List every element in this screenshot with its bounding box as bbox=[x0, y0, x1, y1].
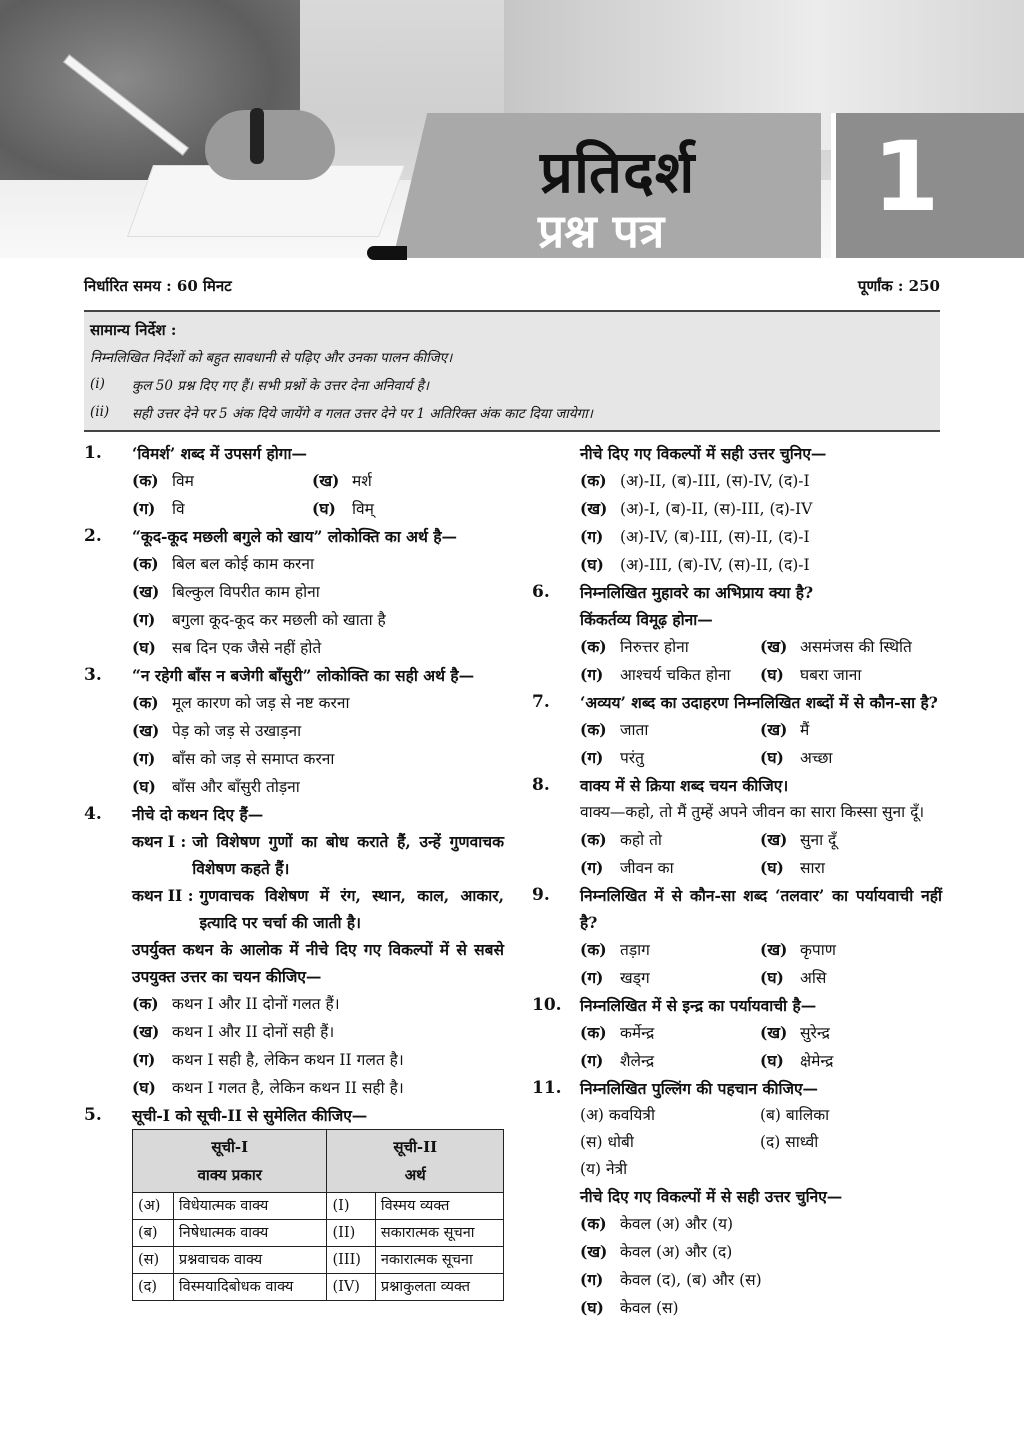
option-label: (ख) bbox=[760, 830, 788, 849]
option-row bbox=[580, 744, 942, 772]
table-cell: प्रश्नवाचक वाक्य bbox=[173, 1247, 327, 1274]
option-label: (ख) bbox=[580, 1242, 608, 1261]
option-label: (ग) bbox=[132, 749, 156, 768]
option[interactable] bbox=[760, 661, 861, 689]
option-text: (अ)-I, (ब)-II, (स)-III, (द)-IV bbox=[620, 500, 813, 518]
option-label: (क) bbox=[580, 720, 607, 739]
total-marks: पूर्णांक : 250 bbox=[857, 277, 940, 295]
list-item: (स) धोबी bbox=[580, 1133, 634, 1151]
question-subtext: किंकर्तव्य विमूढ़ होना— bbox=[580, 610, 713, 629]
list-item: (य) नेत्री bbox=[580, 1160, 628, 1178]
table-cell: नकारात्मक सूचना bbox=[375, 1247, 503, 1274]
option-label: (ग) bbox=[580, 748, 604, 767]
instructions-box bbox=[84, 310, 940, 432]
item-row bbox=[580, 1102, 942, 1129]
paper-title: प्रतिदर्श bbox=[540, 138, 696, 206]
question-text: ‘अव्यय’ शब्द का उदाहरण निम्नलिखित शब्दों में से कौन-सा है? bbox=[580, 693, 938, 712]
option-text: केवल (द), (ब) और (स) bbox=[620, 1271, 762, 1289]
instruction-text: सही उत्तर देने पर 5 अंक दिये जायेंगे व गलत उत्तर देने पर 1 अतिरिक्त अंक काट दिया जायेगा। bbox=[132, 406, 593, 422]
option-label: (क) bbox=[132, 693, 159, 712]
option-text: पेड़ को जड़ से उखाड़ना bbox=[172, 722, 302, 740]
statement-1 bbox=[132, 828, 504, 882]
table-row bbox=[133, 1247, 504, 1274]
table-row bbox=[133, 1274, 504, 1301]
option-text: सुना दूँ bbox=[800, 831, 837, 849]
option-label: (ख) bbox=[132, 721, 160, 740]
instructions-heading: सामान्य निर्देश : bbox=[90, 321, 177, 339]
option[interactable] bbox=[760, 1019, 830, 1047]
option-label: (ख) bbox=[760, 1023, 788, 1042]
option-label: (घ) bbox=[760, 858, 784, 877]
match-table bbox=[132, 1129, 504, 1301]
option-text: विम् bbox=[352, 500, 374, 518]
header-list-2-sub: अर्थ bbox=[404, 1166, 426, 1184]
option-text: जीवन का bbox=[620, 859, 674, 877]
table-cell: (I) bbox=[327, 1193, 375, 1220]
option-label: (ग) bbox=[580, 1270, 604, 1289]
option-label: (घ) bbox=[760, 748, 784, 767]
option[interactable] bbox=[760, 826, 836, 854]
statement-text: गुणवाचक विशेषण में रंग, स्थान, काल, आकार, इत्यादि पर चर्चा की जाती है। bbox=[199, 886, 504, 932]
option-text: केवल (अ) और (य) bbox=[620, 1215, 734, 1233]
option-label: (घ) bbox=[132, 1078, 156, 1097]
option[interactable] bbox=[580, 1210, 942, 1238]
photo-wristband bbox=[250, 108, 264, 164]
option-text: केवल (अ) और (द) bbox=[620, 1243, 733, 1261]
statement-label: कथन II : bbox=[132, 886, 194, 905]
item-row bbox=[580, 1156, 942, 1183]
option[interactable] bbox=[580, 633, 760, 661]
option-label: (ग) bbox=[580, 858, 604, 877]
option-label: (ख) bbox=[580, 499, 608, 518]
option-text: असि bbox=[800, 969, 827, 987]
option-text: तड़ाग bbox=[620, 941, 650, 959]
option-label: (ख) bbox=[760, 637, 788, 656]
option[interactable] bbox=[132, 773, 504, 801]
option-label: (ग) bbox=[132, 499, 156, 518]
option-text: कथन I सही है, लेकिन कथन II गलत है। bbox=[172, 1051, 404, 1069]
option[interactable] bbox=[132, 606, 504, 634]
list-item: (ब) बालिका bbox=[760, 1106, 830, 1124]
option-row bbox=[580, 633, 942, 661]
option-label: (ग) bbox=[580, 1051, 604, 1070]
option-label: (घ) bbox=[132, 777, 156, 796]
option[interactable] bbox=[580, 523, 942, 551]
question-7 bbox=[532, 689, 942, 772]
table-cell: प्रश्नाकुलता व्यक्त bbox=[375, 1274, 503, 1301]
question-3 bbox=[84, 662, 504, 801]
option-text: कथन I और II दोनों सही हैं। bbox=[172, 1023, 335, 1041]
question-5 bbox=[84, 1102, 504, 1301]
option-row bbox=[580, 854, 942, 882]
question-text: नीचे दो कथन दिए हैं— bbox=[132, 805, 264, 824]
question-4 bbox=[84, 801, 504, 1102]
table-header bbox=[327, 1130, 504, 1193]
option-text: क्षेमेन्द्र bbox=[800, 1052, 834, 1070]
option-label: (क) bbox=[580, 471, 607, 490]
right-column bbox=[532, 440, 942, 1322]
option-text: घबरा जाना bbox=[800, 666, 862, 684]
option-label: (क) bbox=[132, 471, 159, 490]
option-text: मैं bbox=[800, 721, 810, 739]
question-11 bbox=[532, 1075, 942, 1322]
option-label: (घ) bbox=[132, 638, 156, 657]
option-row bbox=[580, 1047, 942, 1075]
option-text: अच्छा bbox=[800, 749, 833, 767]
statement-2 bbox=[132, 882, 504, 936]
statement-text: जो विशेषण गुणों का बोध कराते हैं, उन्हें गुणवाचक विशेषण कहते हैं। bbox=[192, 832, 504, 878]
table-cell: (द) bbox=[133, 1274, 174, 1301]
option-label: (ख) bbox=[132, 1022, 160, 1041]
option[interactable] bbox=[132, 550, 504, 578]
option[interactable] bbox=[580, 551, 942, 579]
option[interactable] bbox=[580, 716, 760, 744]
option-label: (क) bbox=[580, 1023, 607, 1042]
option[interactable] bbox=[580, 936, 760, 964]
question-5-continued bbox=[532, 440, 942, 579]
question-8 bbox=[532, 772, 942, 882]
table-cell: (अ) bbox=[133, 1193, 174, 1220]
header-list-1-sub: वाक्य प्रकार bbox=[197, 1166, 262, 1184]
question-number: 6. bbox=[532, 582, 550, 602]
option-text: केवल (स) bbox=[620, 1299, 679, 1317]
question-number: 2. bbox=[84, 526, 102, 546]
option-text: मर्श bbox=[352, 472, 372, 490]
question-text: “न रहेगी बाँस न बजेगी बाँसुरी” लोकोक्ति का सही अर्थ है— bbox=[132, 666, 475, 685]
instruction-number: (ii) bbox=[90, 404, 110, 420]
option[interactable] bbox=[132, 990, 504, 1018]
option[interactable] bbox=[132, 467, 312, 495]
option-text: आश्चर्य चकित होना bbox=[620, 666, 731, 684]
option[interactable] bbox=[760, 1047, 833, 1075]
option-text: कहो तो bbox=[620, 831, 662, 849]
instruction-number: (i) bbox=[90, 376, 105, 392]
option[interactable] bbox=[760, 744, 832, 772]
option[interactable] bbox=[760, 716, 809, 744]
option-label: (घ) bbox=[760, 665, 784, 684]
option[interactable] bbox=[580, 854, 760, 882]
question-10 bbox=[532, 992, 942, 1075]
paper-number-box bbox=[831, 113, 1024, 258]
option-label: (ख) bbox=[312, 471, 340, 490]
option-row bbox=[580, 936, 942, 964]
option[interactable] bbox=[580, 1047, 760, 1075]
header-list-2: सूची-II bbox=[393, 1138, 438, 1156]
option-label: (ग) bbox=[132, 610, 156, 629]
option-text: कर्मेन्द्र bbox=[620, 1024, 655, 1042]
question-6 bbox=[532, 579, 942, 689]
option[interactable] bbox=[760, 964, 826, 992]
question-number: 8. bbox=[532, 775, 550, 795]
option[interactable] bbox=[580, 964, 760, 992]
option[interactable] bbox=[580, 495, 942, 523]
table-cell: (III) bbox=[327, 1247, 375, 1274]
question-text: सूची-I को सूची-II से सुमेलित कीजिए— bbox=[132, 1106, 368, 1125]
table-cell: (स) bbox=[133, 1247, 174, 1274]
option[interactable] bbox=[132, 1018, 504, 1046]
option[interactable] bbox=[132, 1074, 504, 1102]
option[interactable] bbox=[132, 717, 504, 745]
option[interactable] bbox=[132, 634, 504, 662]
option-text: परंतु bbox=[620, 749, 644, 767]
option-label: (ग) bbox=[580, 527, 604, 546]
question-text: निम्नलिखित पुल्लिंग की पहचान कीजिए— bbox=[580, 1079, 819, 1098]
option-text: मूल कारण को जड़ से नष्ट करना bbox=[172, 694, 350, 712]
statement-label: कथन I : bbox=[132, 832, 187, 851]
paper-number: 1 bbox=[872, 121, 940, 233]
option-text: बाँस को जड़ से समाप्त करना bbox=[172, 750, 335, 768]
option-label: (क) bbox=[132, 994, 159, 1013]
question-sentence: वाक्य—कहो, तो मैं तुम्हें अपने जीवन का सारा किस्सा सुना दूँ। bbox=[580, 803, 925, 821]
option-text: बाँस और बाँसुरी तोड़ना bbox=[172, 778, 300, 796]
option-text: खड्ग bbox=[620, 969, 650, 987]
option-label: (घ) bbox=[760, 1051, 784, 1070]
question-9 bbox=[532, 882, 942, 992]
table-cell: (ब) bbox=[133, 1220, 174, 1247]
instruction-text: कुल 50 प्रश्न दिए गए हैं। सभी प्रश्नों के उत्तर देना अनिवार्य है। bbox=[132, 378, 429, 394]
list-item: (द) साध्वी bbox=[760, 1133, 819, 1151]
table-cell: विस्मयादिबोधक वाक्य bbox=[173, 1274, 327, 1301]
option[interactable] bbox=[132, 745, 504, 773]
option-row bbox=[132, 495, 504, 523]
option[interactable] bbox=[132, 578, 504, 606]
question-number: 11. bbox=[532, 1078, 562, 1098]
question-number: 4. bbox=[84, 804, 102, 824]
question-number: 7. bbox=[532, 692, 550, 712]
option[interactable] bbox=[580, 826, 760, 854]
option-text: (अ)-III, (ब)-IV, (स)-II, (द)-I bbox=[620, 556, 810, 574]
option-label: (घ) bbox=[760, 968, 784, 987]
option-text: कथन I गलत है, लेकिन कथन II सही है। bbox=[172, 1079, 404, 1097]
table-cell: (II) bbox=[327, 1220, 375, 1247]
option-label: (ग) bbox=[580, 968, 604, 987]
table-cell: (IV) bbox=[327, 1274, 375, 1301]
option-text: जाता bbox=[620, 721, 649, 739]
option-text: बगुला कूद-कूद कर मछली को खाता है bbox=[172, 611, 386, 629]
option-text: कृपाण bbox=[800, 941, 836, 959]
option-text: (अ)-II, (ब)-III, (स)-IV, (द)-I bbox=[620, 472, 810, 490]
option-row bbox=[580, 661, 942, 689]
option-text: असमंजस की स्थिति bbox=[800, 638, 912, 656]
option-label: (ग) bbox=[132, 1050, 156, 1069]
question-text: निम्नलिखित मुहावरे का अभिप्राय क्या है? bbox=[580, 583, 814, 602]
instructions-intro: निम्नलिखित निर्देशों को बहुत सावधानी से पढ़िए और उनका पालन कीजिए। bbox=[90, 350, 453, 366]
table-row bbox=[133, 1193, 504, 1220]
option[interactable] bbox=[312, 467, 372, 495]
table-cell: निषेधात्मक वाक्य bbox=[173, 1220, 327, 1247]
option-text: (अ)-IV, (ब)-III, (स)-II, (द)-I bbox=[620, 528, 810, 546]
option-label: (घ) bbox=[580, 1298, 604, 1317]
table-row bbox=[133, 1220, 504, 1247]
option-row bbox=[580, 964, 942, 992]
option[interactable] bbox=[132, 689, 504, 717]
option-label: (क) bbox=[580, 830, 607, 849]
option[interactable] bbox=[580, 1294, 942, 1322]
question-prompt: नीचे दिए गए विकल्पों में से सही उत्तर चुनिए— bbox=[580, 1187, 843, 1206]
option-text: सारा bbox=[800, 859, 825, 877]
header-list-1: सूची-I bbox=[211, 1138, 249, 1156]
question-1 bbox=[84, 440, 504, 523]
question-text: “कूद-कूद मछली बगुले को खाय” लोकोक्ति का अर्थ है— bbox=[132, 527, 458, 546]
option[interactable] bbox=[760, 854, 825, 882]
table-header bbox=[133, 1130, 327, 1193]
option-label: (घ) bbox=[580, 555, 604, 574]
table-cell: सकारात्मक सूचना bbox=[375, 1220, 503, 1247]
option-text: वि bbox=[172, 500, 185, 518]
time-allowed: निर्धारित समय : 60 मिनट bbox=[84, 277, 232, 295]
option[interactable] bbox=[760, 633, 912, 661]
option-row bbox=[132, 467, 504, 495]
option-text: सुरेन्द्र bbox=[800, 1024, 830, 1042]
option[interactable] bbox=[580, 1238, 942, 1266]
left-column bbox=[84, 440, 504, 1301]
list-item: (अ) कवयित्री bbox=[580, 1106, 655, 1124]
question-text: निम्नलिखित में से इन्द्र का पर्यायवाची है— bbox=[580, 996, 817, 1015]
option-row bbox=[580, 716, 942, 744]
option[interactable] bbox=[132, 495, 312, 523]
option[interactable] bbox=[580, 1019, 760, 1047]
option-label: (ख) bbox=[760, 720, 788, 739]
option-text: बिल बल कोई काम करना bbox=[172, 555, 315, 573]
banner-accent bbox=[367, 246, 407, 260]
option-label: (घ) bbox=[312, 499, 336, 518]
option[interactable] bbox=[580, 744, 760, 772]
option[interactable] bbox=[580, 1266, 942, 1294]
question-number: 5. bbox=[84, 1105, 102, 1125]
option-label: (ग) bbox=[580, 665, 604, 684]
question-prompt: उपर्युक्त कथन के आलोक में नीचे दिए गए विकल्पों में से सबसे उपयुक्त उत्तर का चयन कीजिए— bbox=[132, 940, 504, 986]
paper-subtitle: प्रश्न पत्र bbox=[538, 204, 665, 258]
question-text: वाक्य में से क्रिया शब्द चयन कीजिए। bbox=[580, 776, 789, 795]
question-number: 1. bbox=[84, 443, 102, 463]
option-row bbox=[580, 1019, 942, 1047]
option-label: (ख) bbox=[132, 582, 160, 601]
question-2 bbox=[84, 523, 504, 662]
option[interactable] bbox=[312, 495, 374, 523]
option-text: विम bbox=[172, 472, 194, 490]
option[interactable] bbox=[760, 936, 836, 964]
question-prompt: नीचे दिए गए विकल्पों में सही उत्तर चुनिए— bbox=[580, 444, 827, 463]
option[interactable] bbox=[580, 661, 760, 689]
option-row bbox=[580, 826, 942, 854]
option[interactable] bbox=[132, 1046, 504, 1074]
option-text: निरुत्तर होना bbox=[620, 638, 689, 656]
option-label: (क) bbox=[580, 940, 607, 959]
option-text: कथन I और II दोनों गलत हैं। bbox=[172, 995, 340, 1013]
question-text: निम्नलिखित में से कौन-सा शब्द ‘तलवार’ का पर्यायवाची नहीं है? bbox=[580, 886, 942, 932]
option-label: (क) bbox=[580, 637, 607, 656]
option-text: बिल्कुल विपरीत काम होना bbox=[172, 583, 320, 601]
option-label: (क) bbox=[132, 554, 159, 573]
table-cell: विधेयात्मक वाक्य bbox=[173, 1193, 327, 1220]
option-label: (ख) bbox=[760, 940, 788, 959]
option-text: शैलेन्द्र bbox=[620, 1052, 655, 1070]
option[interactable] bbox=[580, 467, 942, 495]
item-row bbox=[580, 1129, 942, 1156]
option-label: (क) bbox=[580, 1214, 607, 1233]
photo-hand bbox=[205, 110, 335, 180]
question-number: 3. bbox=[84, 665, 102, 685]
question-text: ‘विमर्श’ शब्द में उपसर्ग होगा— bbox=[132, 444, 308, 463]
question-number: 9. bbox=[532, 885, 550, 905]
option-text: सब दिन एक जैसे नहीं होते bbox=[172, 639, 322, 657]
table-cell: विस्मय व्यक्त bbox=[375, 1193, 503, 1220]
question-number: 10. bbox=[532, 995, 562, 1015]
